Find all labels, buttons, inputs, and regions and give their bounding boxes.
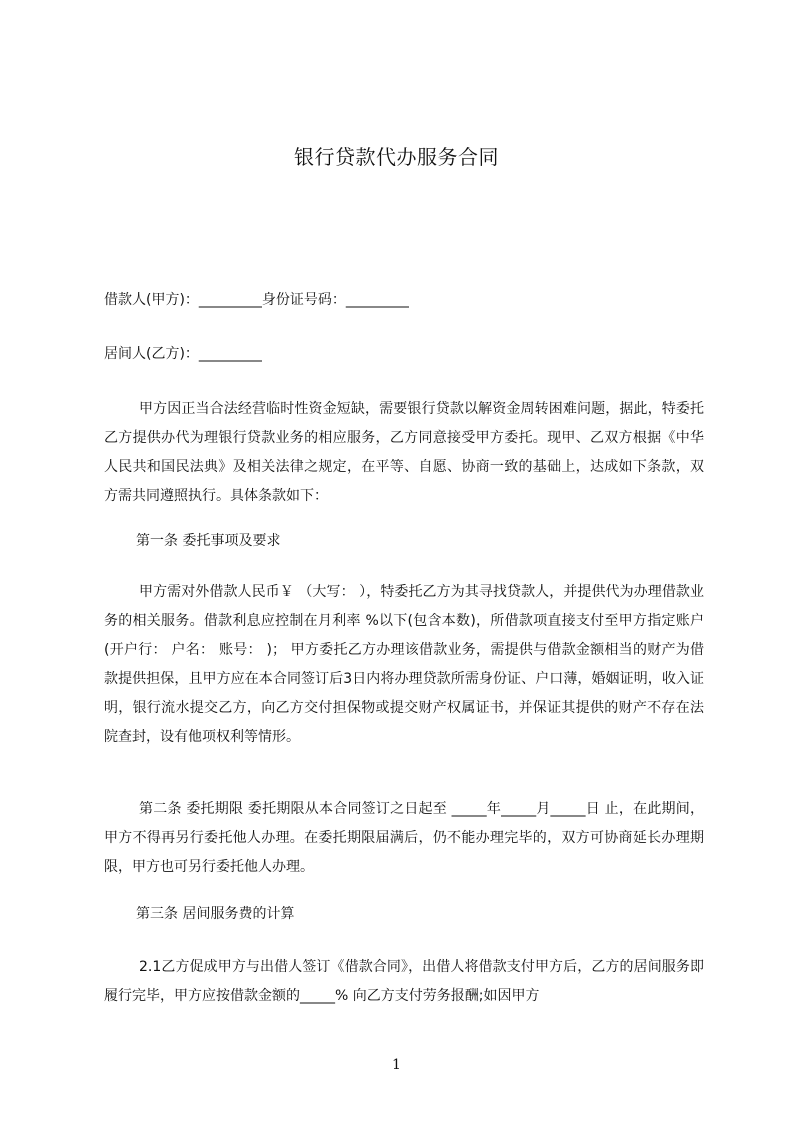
intermediary-line: 居间人(乙方)：_________ xyxy=(104,346,262,362)
borrower-line: 借款人(甲方)：_________身份证号码：_________ xyxy=(104,292,409,308)
article2-paragraph: 第二条 委托期限 委托期限从本合同签订之日起至 _____年_____月_____日 止，在此期间，甲方不得再另行委托他人办理。在委托期限届满后，仍不能办理完毕的，双方可协商延长办理期限，甲方也可另行委托他人办理。 xyxy=(104,801,704,875)
page-number: 1 xyxy=(392,1057,401,1073)
intro-paragraph: 甲方因正当合法经营临时性资金短缺，需要银行贷款以解资金周转困难问题，据此，特委托乙方提供办代为理银行贷款业务的相应服务，乙方同意接受甲方委托。现甲、乙双方根据《中华人民共和国民法典》及相关法律之规定，在平等、自愿、协商一致的基础上，达成如下条款，双方需共同遵照执行。具体条款如下： xyxy=(104,401,704,504)
article1-paragraph: 甲方需对外借款人民币￥ （大写： ），特委托乙方为其寻找贷款人，并提供代为办理借款业务的相关服务。借款利息应控制在月利率 %以下(包含本数)，所借款项直接支付至甲方指定账户(开户行： 户名： 账号： )； 甲方委托乙方办理该借款业务，需提供与借款金额相当的财产为借款提供担保，且甲方应在本合同签订后3日内将办理贷款所需身份证、户口薄，婚姻证明，收入证明，银行流水提交乙方，向乙方交付担保物或提交财产权属证书，并保证其提供的财产不存在法院查封，设有他项权利等情形。 xyxy=(104,584,704,745)
article3-heading: 第三条 居间服务费的计算 xyxy=(136,906,295,922)
clause-2-1-paragraph: 2.1乙方促成甲方与出借人签订《借款合同》，出借人将借款支付甲方后，乙方的居间服务即履行完毕，甲方应按借款金额的_____% 向乙方支付劳务报酬;如因甲方 xyxy=(104,959,704,1004)
document-title: 银行贷款代办服务合同 xyxy=(294,145,499,169)
article1-heading: 第一条 委托事项及要求 xyxy=(136,533,281,549)
